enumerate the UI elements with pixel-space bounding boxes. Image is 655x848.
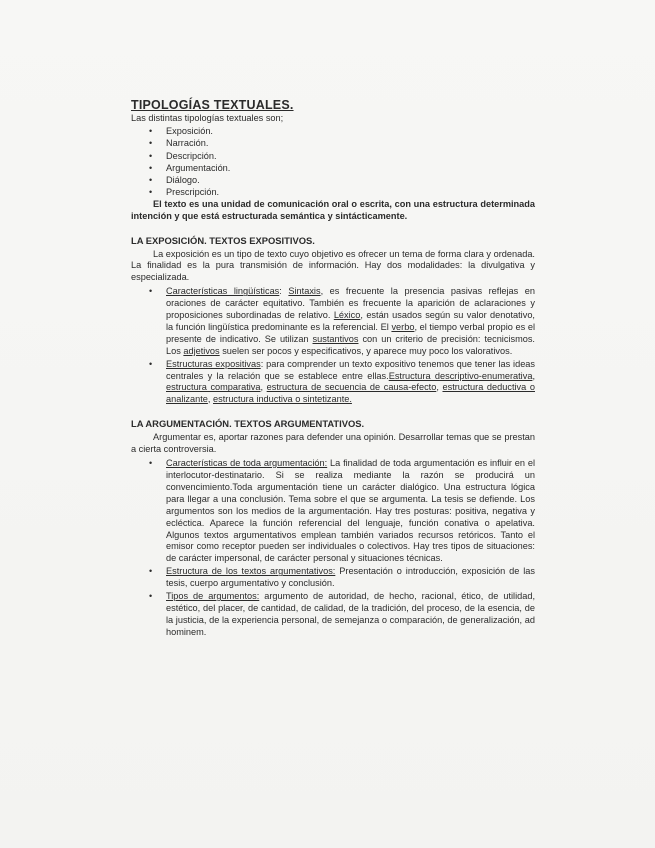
bullet-icon: • [149, 175, 153, 186]
bullet-icon: • [149, 358, 153, 369]
bullet-icon: • [149, 187, 153, 198]
item-label: Estructura de los textos argumentativos: [166, 566, 336, 577]
argumentation-paragraph: Argumentar es, aportar razones para defender una opinión. Desarrollar temas que se prestan a cierta controversia. [131, 432, 535, 455]
list-item: • Características lingüísticas: Sintaxis, es frecuente la presencia pasivas reflejas en oraciones de carácter equitativo. También es frecuente la aparición de aclaraciones y proposiciones subordinadas de relativo. Léxico, están usados según su valor denotativo, la función lingüística predominante es la referencial. El verbo, el tiempo verbal propio es el presente de indicativo. Se utilizan sustantivos con un criterio de precisión: tecnicismos. Los adjetivos suelen ser pocos y especificativos, y aparece muy poco los valorativos. [149, 286, 535, 356]
bullet-icon: • [149, 162, 153, 173]
intro-line: Las distintas tipologías textuales son; [131, 113, 284, 123]
typology-item: • Descripción. [149, 150, 217, 161]
exposition-heading: LA EXPOSICIÓN. TEXTOS EXPOSITIVOS. [131, 234, 315, 246]
term: estructura inductiva o sintetizante. [213, 394, 352, 405]
term: estructura deductiva o analizante [166, 382, 535, 405]
bullet-icon: • [149, 150, 153, 161]
term: Sintaxis [288, 286, 321, 297]
term: adjetivos [183, 345, 220, 356]
item-label: Estructuras expositivas [166, 358, 261, 369]
list-item: • Estructuras expositivas: para comprender un texto expositivo tenemos que tener las ideas centrales y la relación que se establece entre ellas.Estructura descriptivo-enumerativa, estructura comparativa, estructura de secuencia de causa-efecto, estructura deductiva o analizante, estructura inductiva o sintetizante. [149, 358, 536, 405]
bullet-icon: • [149, 591, 153, 602]
text-definition: El texto es una unidad de comunicación oral o escrita, con una estructura determinada intención y que está estructurada semántica y sintácticamente. [131, 198, 535, 221]
typology-item: • Diálogo. [149, 175, 200, 186]
term: Léxico [333, 310, 361, 321]
document-title: TIPOLOGÍAS TEXTUALES. [131, 98, 294, 112]
term: estructura comparativa [166, 382, 261, 393]
typology-item: • Narración. [149, 138, 209, 149]
argumentation-list [131, 458, 535, 639]
typology-item: • Argumentación. [149, 162, 231, 173]
bullet-icon: • [149, 138, 153, 149]
typology-item: • Prescripción. [149, 187, 220, 198]
term: verbo [391, 321, 415, 332]
exposition-list [131, 286, 535, 406]
list-item: • Tipos de argumentos: argumento de autoridad, de hecho, racional, ético, de utilidad, estético, del placer, de cantidad, de calidad, de la tradición, del proceso, de la esencia, de la justicia, de la experiencia personal, de semejanza o comparación, de generalización, ad hominem. [149, 591, 535, 637]
bullet-icon: • [149, 125, 153, 136]
term: sustantivos [312, 333, 359, 344]
list-item: • Estructura de los textos argumentativos: Presentación o introducción, exposición de las tesis, cuerpo argumentativo y conclusión. [149, 566, 535, 589]
bullet-icon: • [149, 566, 153, 577]
typology-list [131, 125, 535, 199]
term: Estructura descriptivo-enumerativa [388, 370, 533, 381]
item-label: Tipos de argumentos: [166, 591, 260, 602]
exposition-paragraph: La exposición es un tipo de texto cuyo objetivo es ofrecer un tema de forma clara y ordenada. La finalidad es la pura transmisión de información. Hay dos modalidades: la divulgativa y especializada. [131, 248, 535, 283]
argumentation-heading: LA ARGUMENTACIÓN. TEXTOS ARGUMENTATIVOS. [131, 418, 365, 430]
item-label: Características lingüísticas [166, 286, 280, 297]
list-item: • Características de toda argumentación: La finalidad de toda argumentación es influir en el interlocutor-destinatario. Si se realiza mediante la razón se producirá un convencimiento.Toda argumentación tiene un carácter dialógico. Una estructura lógica para llegar a una conclusión. Tema sobre el que se argumenta. La tesis se defiende. Los argumentos son los medios de la argumentación. Hay tres posturas: positiva, negativa y ecléctica. Aparece la función referencial del lenguaje, función conativa o apelativa. Algunos textos argumentativos emplean también variados recursos retóricos. Tanto el emisor como receptor pueden ser individuales o colectivos. Hay tres tipos de situaciones: de carácter impersonal, de carácter personal y situaciones técnicas. [149, 458, 535, 564]
typology-item: • Exposición. [149, 125, 213, 136]
item-label: Características de toda argumentación: [166, 458, 328, 469]
document-body [131, 98, 535, 640]
term: estructura de secuencia de causa-efecto [266, 382, 437, 393]
bullet-icon: • [149, 458, 153, 469]
bullet-icon: • [149, 286, 153, 297]
